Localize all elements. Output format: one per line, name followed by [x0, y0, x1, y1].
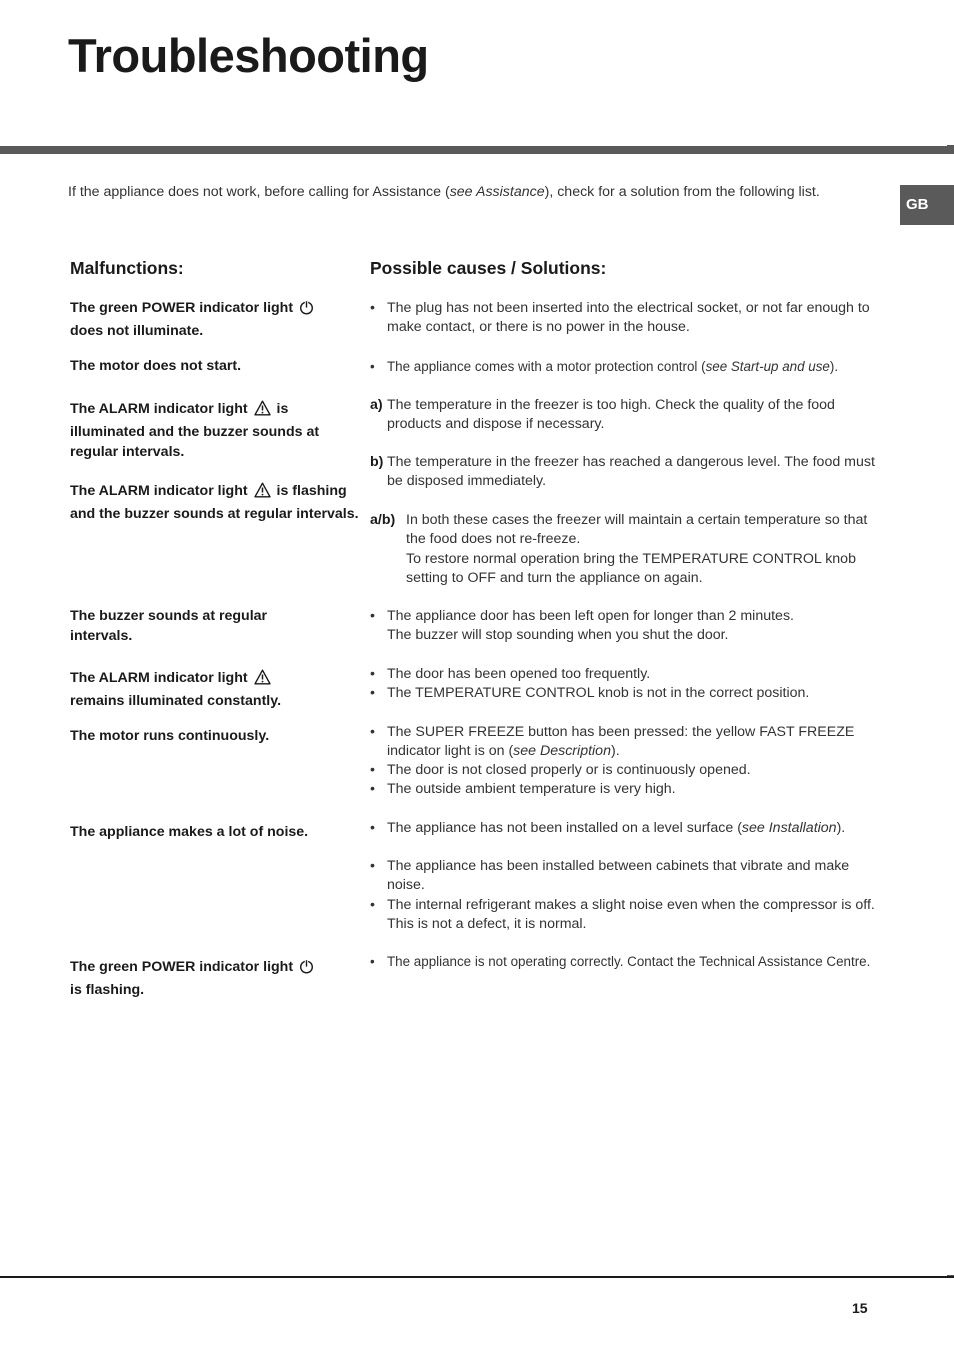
bullet: • [370, 685, 375, 701]
solution-a [370, 396, 880, 435]
solution-text-pre: The appliance comes with a motor protection control ( [387, 359, 706, 374]
solution-item [370, 761, 880, 780]
malfunction-buzzer: The buzzer sounds at regular intervals. [70, 608, 268, 644]
solution-ab [370, 511, 880, 588]
power-icon [299, 300, 314, 321]
malfunction-text: is flashing. [70, 982, 145, 998]
malfunction-motor-not-start: The motor does not start. [70, 358, 242, 374]
solution-text-post: ). [610, 743, 620, 760]
malfunction-text: The ALARM indicator light [70, 670, 248, 686]
solution-b [370, 453, 880, 492]
solution-item [370, 780, 880, 799]
solution-text: The appliance door has been left open for longer than 2 minutes. [387, 608, 794, 624]
footer-rule [0, 1276, 954, 1278]
solution-reference: see Start-up and use [705, 359, 830, 374]
malfunction-text: remains illuminated constantly. [70, 693, 282, 709]
bullet: • [370, 724, 375, 740]
solution-text [387, 357, 880, 376]
bullet: • [370, 954, 375, 969]
malfunction-alarm-illuminated [70, 399, 360, 462]
bullet: • [370, 762, 375, 778]
solution-reference: see Description [513, 743, 611, 760]
solution-item [370, 299, 880, 338]
bullet: • [370, 300, 375, 316]
malfunction-alarm-flashing [70, 481, 360, 524]
malfunction-text: The ALARM indicator light [70, 401, 248, 417]
solution-text [387, 819, 880, 838]
bullet: • [370, 666, 375, 682]
solution-item [370, 607, 880, 646]
bullet: • [370, 820, 375, 836]
solution-text: The buzzer will stop sounding when you shut the door. [387, 627, 729, 644]
malfunction-text: does not illuminate. [70, 323, 204, 339]
malfunction-power-flashing [70, 957, 360, 1000]
solution-text [387, 723, 880, 762]
intro-post: ), check for a solution from the following list. [544, 184, 820, 200]
solution-item [370, 684, 880, 703]
crop-mark [947, 1275, 954, 1276]
solution-text: The outside ambient temperature is very high. [387, 781, 676, 797]
solution-item [370, 819, 880, 838]
solution-text-pre: The appliance has not been installed on a level surface ( [387, 820, 742, 836]
solution-text-post: ). [829, 359, 839, 374]
intro-reference: see Assistance [449, 184, 545, 200]
alarm-warning-icon [254, 669, 271, 691]
alarm-warning-icon [254, 400, 271, 422]
bullet: • [370, 858, 375, 874]
solution-label: a) [370, 397, 383, 413]
solution-item [370, 857, 880, 896]
bullet: • [370, 897, 375, 913]
solution-label: b) [370, 454, 384, 470]
solution-text: The door is not closed properly or is continuously opened. [387, 762, 751, 778]
alarm-warning-icon [254, 482, 271, 504]
intro-text [68, 184, 820, 200]
bullet: • [370, 608, 375, 624]
solution-item [370, 953, 880, 971]
solution-text-pre: The SUPER FREEZE button has been pressed: the yellow FAST FREEZE indicator light is on ( [387, 724, 855, 760]
malfunction-text: is [276, 483, 289, 499]
solution-text: The internal refrigerant makes a slight noise even when the compressor is off. This is not a defect, it is normal. [387, 897, 875, 933]
malfunction-text: is [276, 401, 289, 417]
crop-mark [947, 145, 954, 146]
solution-text: The appliance is not operating correctly. Contact the Technical Assistance Centre. [387, 954, 871, 969]
malfunction-text: The green POWER indicator light [70, 959, 294, 975]
solution-text-post: ). [836, 820, 846, 836]
malfunction-alarm-constant [70, 668, 360, 711]
solution-text: The TEMPERATURE CONTROL knob is not in the correct position. [387, 685, 810, 701]
page-title: Troubleshooting [68, 29, 429, 82]
power-icon [299, 959, 314, 980]
header-rule [0, 146, 954, 154]
solution-text: The door has been opened too frequently. [387, 666, 651, 682]
solution-item [370, 896, 880, 935]
solution-text: The temperature in the freezer has reached a dangerous level. The food must be disposed immediately. [387, 454, 875, 490]
solution-label: a/b) [370, 512, 396, 528]
bullet: • [370, 781, 375, 797]
bullet: • [370, 359, 375, 374]
malfunctions-heading: Malfunctions: [70, 258, 184, 278]
malfunction-text: The green POWER indicator light [70, 300, 294, 316]
solution-text: In both these cases the freezer will maintain a certain temperature so that the food does not re-freeze. [406, 512, 868, 548]
intro-pre: If the appliance does not work, before calling for Assistance ( [68, 184, 450, 200]
malfunction-noise: The appliance makes a lot of noise. [70, 824, 309, 840]
language-tab: GB [900, 185, 954, 225]
solution-item [370, 357, 880, 376]
malfunction-text: The ALARM indicator light [70, 483, 248, 499]
malfunction-text: illuminated and the buzzer sounds at regular intervals. [70, 424, 320, 460]
malfunction-text: flashing and the buzzer sounds at regular intervals. [70, 483, 359, 522]
solution-text: The appliance has been installed between cabinets that vibrate and make noise. [387, 858, 850, 894]
page-number: 15 [852, 1300, 868, 1316]
solution-text: The plug has not been inserted into the electrical socket, or not far enough to make contact, or there is no power in the house. [387, 300, 870, 336]
solution-text: The temperature in the freezer is too high. Check the quality of the food products and dispose if necessary. [387, 397, 835, 433]
solution-text: To restore normal operation bring the TEMPERATURE CONTROL knob setting to OFF and turn the appliance on again. [406, 550, 856, 586]
solution-item [370, 723, 880, 762]
malfunction-motor-continuous: The motor runs continuously. [70, 728, 270, 744]
causes-heading: Possible causes / Solutions: [370, 258, 607, 278]
solution-item [370, 665, 880, 684]
solution-reference: see Installation [741, 820, 837, 836]
malfunction-power-not-illuminated [70, 298, 360, 341]
